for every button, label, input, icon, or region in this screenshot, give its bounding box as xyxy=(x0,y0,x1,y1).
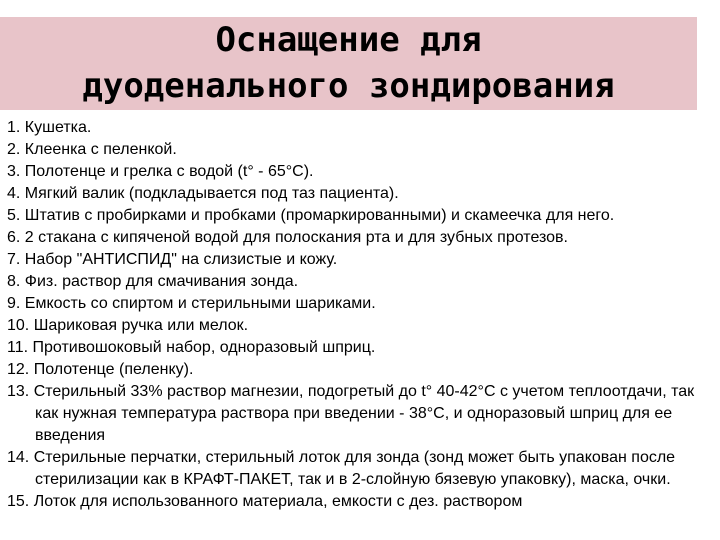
list-item: 7. Набор "АНТИСПИД" на слизистые и кожу. xyxy=(7,251,338,268)
title-line-2: дуоденального зондирования xyxy=(82,66,615,106)
title-line-1: Оснащение для xyxy=(215,20,482,60)
list-item: 11. Противошоковый набор, одноразовый шприц. xyxy=(7,339,376,356)
list-item: 10. Шариковая ручка или мелок. xyxy=(7,317,249,334)
slide-title xyxy=(0,17,697,109)
list-item: 13. Стерильный 33% раствор магнезии, подогретый до t° 40-42°С с учетом теплоотдачи, так как нужная температура раствора при введении - 38°С, и одноразовый шприц для ее введения xyxy=(7,383,695,444)
list-item: 1. Кушетка. xyxy=(7,119,92,136)
list-item: 6. 2 стакана с кипяченой водой для полоскания рта и для зубных протезов. xyxy=(7,229,568,246)
list-item: 15. Лоток для использованного материала, емкости с дез. раствором xyxy=(7,493,523,510)
list-item: 3. Полотенце и грелка с водой (t° - 65°С). xyxy=(7,163,314,180)
equipment-list xyxy=(7,117,713,513)
list-item: 9. Емкость со спиртом и стерильными шариками. xyxy=(7,295,376,312)
list-item: 2. Клеенка с пеленкой. xyxy=(7,141,177,158)
list-item: 14. Стерильные перчатки, стерильный лоток для зонда (зонд может быть упакован после стерилизации как в КРАФТ-ПАКЕТ, так и в 2-слойную бязевую упаковку), маска, очки. xyxy=(7,449,676,488)
list-item: 12. Полотенце (пеленку). xyxy=(7,361,194,378)
list-item: 4. Мягкий валик (подкладывается под таз пациента). xyxy=(7,185,399,202)
list-item: 5. Штатив с пробирками и пробками (промаркированными) и скамеечка для него. xyxy=(7,207,615,224)
list-item: 8. Физ. раствор для смачивания зонда. xyxy=(7,273,299,290)
